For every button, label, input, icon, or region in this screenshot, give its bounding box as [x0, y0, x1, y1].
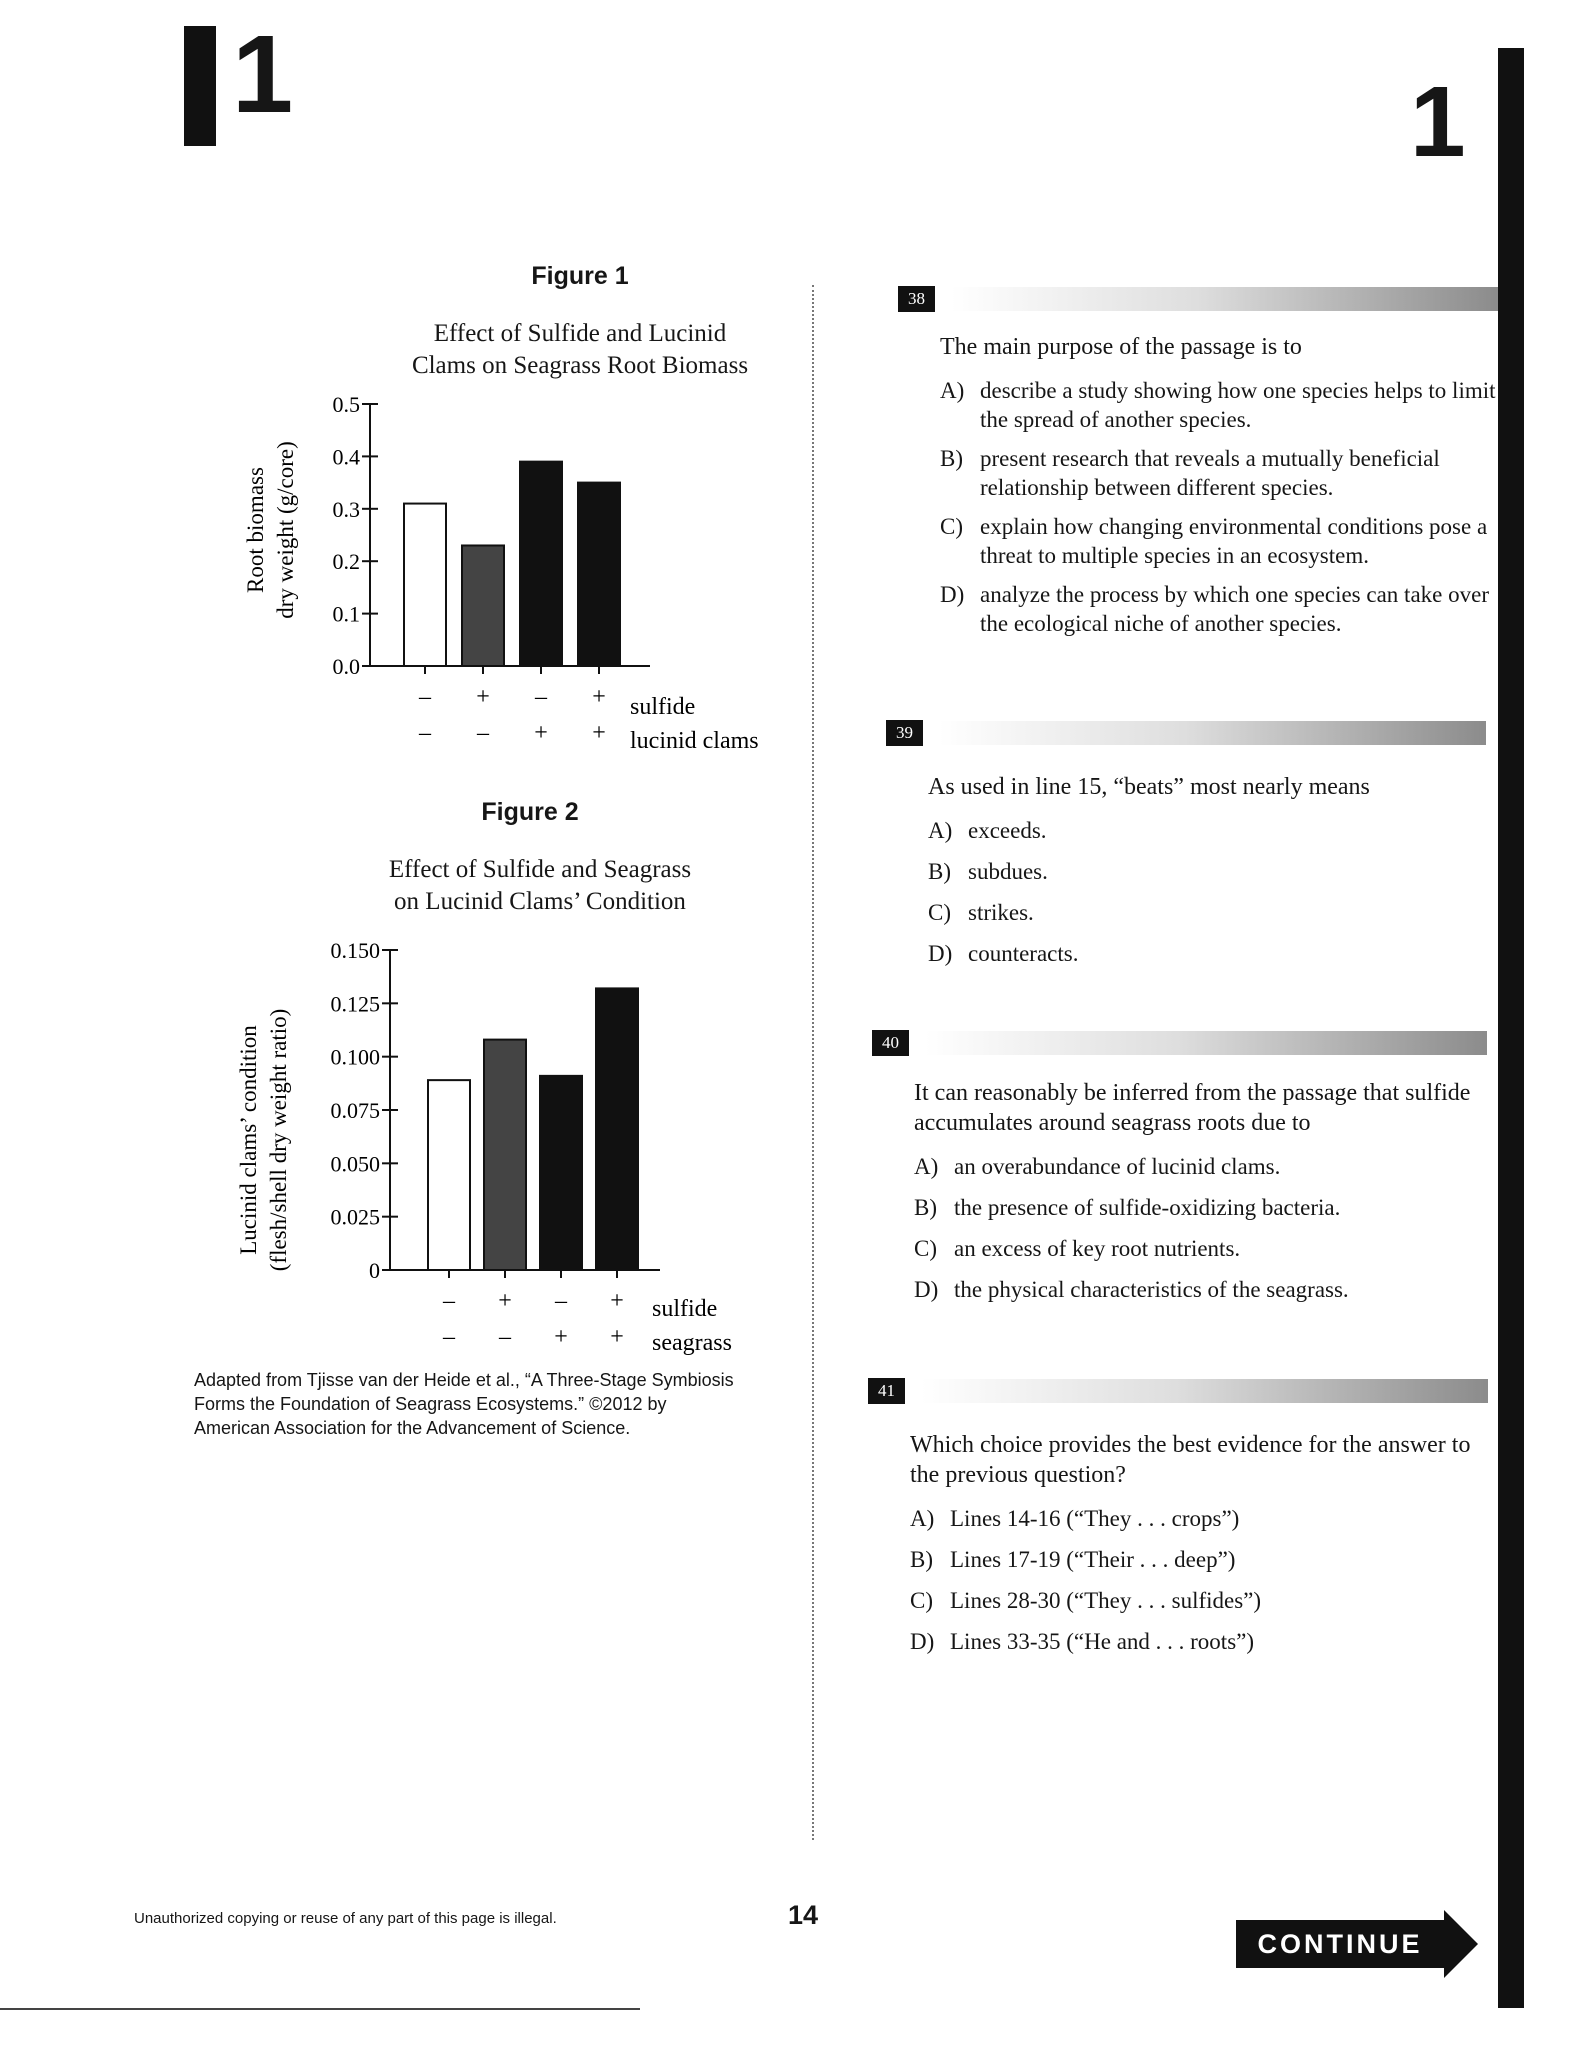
y-tick-label: 0.150	[330, 938, 380, 963]
question-40-option-d[interactable]	[914, 1275, 1487, 1304]
figure2-label: Figure 2	[481, 798, 579, 826]
bar-4	[596, 988, 638, 1270]
question-38-stem: The main purpose of the passage is to	[940, 334, 1302, 360]
category-row2-label: +	[610, 1324, 624, 1350]
figure1-row1-label: sulfide	[630, 694, 696, 720]
y-tick-label: 0.050	[330, 1151, 380, 1177]
question-38-scan-noise	[951, 287, 1498, 311]
question-40-number: 40	[872, 1030, 909, 1056]
source-line1: Adapted from Tjisse van der Heide et al., “A Three-Stage Symbiosis	[194, 1370, 734, 1390]
y-tick-label: 0.4	[332, 444, 360, 470]
figure2-row1-label: sulfide	[652, 1296, 718, 1322]
question-39-option-a[interactable]	[928, 816, 1486, 845]
figure2-ylabel-line1: Lucinid clams’ condition	[236, 1025, 261, 1255]
y-tick-label: 0.025	[330, 1204, 380, 1230]
figure1-chart	[220, 380, 820, 760]
question-41-option-c[interactable]	[910, 1586, 1488, 1615]
question-40-scan-noise	[925, 1031, 1487, 1055]
option-text: an excess of key root nutrients.	[954, 1236, 1241, 1261]
y-tick-label: 0.125	[330, 991, 380, 1017]
category-row1-label: +	[592, 684, 606, 710]
y-tick-label: 0.2	[332, 549, 360, 575]
figure1-row2-label: lucinid clams	[630, 728, 759, 754]
question-41-option-d[interactable]	[910, 1627, 1488, 1656]
option-letter: B)	[910, 1547, 933, 1572]
option-text: analyze the process by which one species can take over the ecological niche of another species.	[980, 582, 1489, 636]
y-tick-label: 0.100	[330, 1044, 380, 1070]
bar-2	[484, 1040, 526, 1270]
option-letter: A)	[910, 1506, 935, 1531]
question-38-option-a[interactable]	[940, 376, 1498, 434]
option-letter: D)	[940, 582, 965, 607]
figure1-title	[300, 318, 860, 382]
category-row1-label: +	[610, 1288, 624, 1314]
option-letter: C)	[940, 514, 963, 539]
option-letter: B)	[914, 1195, 937, 1220]
option-letter: B)	[928, 859, 951, 884]
category-row2-label: +	[554, 1324, 568, 1350]
figure1-ylabel-line1: Root biomass	[243, 467, 268, 593]
category-row1-label: +	[476, 684, 490, 710]
section-marker-bar-left	[184, 26, 216, 146]
option-text: describe a study showing how one species helps to limit the spread of another species.	[980, 378, 1496, 432]
category-row1-label: +	[498, 1288, 512, 1314]
question-41-stem: Which choice provides the best evidence for the answer to the previous question?	[910, 1432, 1471, 1488]
figure1-title-line2: Clams on Seagrass Root Biomass	[411, 352, 749, 379]
y-tick-label: 0.3	[332, 496, 360, 522]
y-tick-label: 0.1	[332, 601, 360, 627]
question-38	[898, 286, 1498, 638]
question-41-option-a[interactable]	[910, 1504, 1488, 1533]
option-letter: C)	[910, 1588, 933, 1613]
category-row1-label: –	[535, 684, 547, 710]
option-text: Lines 14-16 (“They . . . crops”)	[950, 1506, 1240, 1531]
option-letter: D)	[928, 941, 953, 966]
source-line2: Forms the Foundation of Seagrass Ecosystems.” ©2012 by	[194, 1394, 667, 1414]
option-text: Lines 28-30 (“They . . . sulfides”)	[950, 1588, 1262, 1613]
category-row2-label: –	[499, 1324, 511, 1350]
bar-3	[520, 462, 562, 666]
figure1-ylabel-line2: dry weight (g/core)	[273, 441, 298, 619]
question-39-scan-noise	[939, 721, 1486, 745]
option-text: subdues.	[968, 859, 1048, 884]
option-text: an overabundance of lucinid clams.	[954, 1154, 1281, 1179]
question-39	[886, 720, 1486, 968]
question-41	[868, 1378, 1488, 1656]
page-number: 14	[788, 1900, 819, 1930]
option-text: counteracts.	[968, 941, 1079, 966]
question-40-stem: It can reasonably be inferred from the passage that sulfide accumulates around seagrass roots due to	[914, 1080, 1471, 1136]
bar-1	[428, 1080, 470, 1270]
category-row2-label: +	[592, 720, 606, 746]
section-number-right: 1	[1410, 66, 1466, 178]
bar-4	[578, 483, 620, 666]
bar-3	[540, 1076, 582, 1270]
option-text: the presence of sulfide-oxidizing bacteria.	[954, 1195, 1341, 1220]
figure2-ylabel-line2: (flesh/shell dry weight ratio)	[266, 1008, 291, 1272]
bar-1	[404, 504, 446, 666]
category-row2-label: –	[419, 720, 431, 746]
option-text: strikes.	[968, 900, 1034, 925]
y-tick-label: 0.0	[332, 654, 360, 679]
question-40-option-b[interactable]	[914, 1193, 1487, 1222]
figure1-title-line1: Effect of Sulfide and Lucinid	[433, 320, 727, 347]
question-40	[872, 1030, 1487, 1304]
y-tick-label: 0.075	[330, 1098, 380, 1123]
bottom-rule	[0, 2008, 640, 2010]
category-row1-label: –	[443, 1288, 455, 1314]
y-tick-label: 0	[369, 1258, 380, 1283]
category-row2-label: –	[443, 1324, 455, 1350]
figure-source-citation	[194, 1368, 784, 1440]
section-marker-bar-right	[1498, 48, 1524, 2008]
category-row2-label: +	[534, 720, 548, 746]
option-text: Lines 33-35 (“He and . . . roots”)	[950, 1629, 1255, 1654]
category-row1-label: –	[419, 684, 431, 710]
question-41-scan-noise	[921, 1379, 1488, 1403]
question-39-option-b[interactable]	[928, 857, 1486, 886]
figure2-chart	[220, 920, 820, 1360]
option-letter: C)	[928, 900, 951, 925]
option-text: exceeds.	[968, 818, 1047, 843]
option-text: the physical characteristics of the seagrass.	[954, 1277, 1349, 1302]
question-41-option-b[interactable]	[910, 1545, 1488, 1574]
question-39-number: 39	[886, 720, 923, 746]
question-40-option-a[interactable]	[914, 1152, 1487, 1181]
copyright-notice: Unauthorized copying or reuse of any part of this page is illegal.	[134, 1910, 557, 1927]
category-row2-label: –	[477, 720, 489, 746]
question-39-stem: As used in line 15, “beats” most nearly means	[928, 774, 1370, 800]
option-letter: A)	[914, 1154, 939, 1179]
question-40-option-c[interactable]	[914, 1234, 1487, 1263]
option-text: explain how changing environmental conditions pose a threat to multiple species in an ecosystem.	[980, 514, 1488, 568]
question-39-option-c[interactable]	[928, 898, 1486, 927]
continue-arrow-icon	[1444, 1910, 1478, 1978]
option-text: Lines 17-19 (“Their . . . deep”)	[950, 1547, 1236, 1572]
option-text: present research that reveals a mutually beneficial relationship between different species.	[980, 446, 1440, 500]
option-letter: B)	[940, 446, 963, 471]
question-39-option-d[interactable]	[928, 939, 1486, 968]
figure1-label: Figure 1	[531, 262, 629, 290]
question-41-number: 41	[868, 1378, 905, 1404]
option-letter: D)	[914, 1277, 939, 1302]
option-letter: D)	[910, 1629, 935, 1654]
figure2-row2-label: seagrass	[652, 1330, 732, 1356]
figure2-title-line2: on Lucinid Clams’ Condition	[394, 888, 686, 915]
option-letter: A)	[940, 378, 965, 403]
question-38-number: 38	[898, 286, 935, 312]
question-38-option-c[interactable]	[940, 512, 1498, 570]
option-letter: A)	[928, 818, 953, 843]
bar-2	[462, 545, 504, 666]
continue-button[interactable]: CONTINUE	[1236, 1920, 1444, 1968]
category-row1-label: –	[555, 1288, 567, 1314]
figure2-title	[260, 854, 820, 918]
section-number-left: 1	[232, 13, 294, 136]
question-38-option-d[interactable]	[940, 580, 1498, 638]
source-line3: American Association for the Advancement of Science.	[194, 1418, 631, 1438]
figure2-title-line1: Effect of Sulfide and Seagrass	[388, 856, 692, 883]
y-tick-label: 0.5	[332, 392, 360, 417]
question-38-option-b[interactable]	[940, 444, 1498, 502]
option-letter: C)	[914, 1236, 937, 1261]
